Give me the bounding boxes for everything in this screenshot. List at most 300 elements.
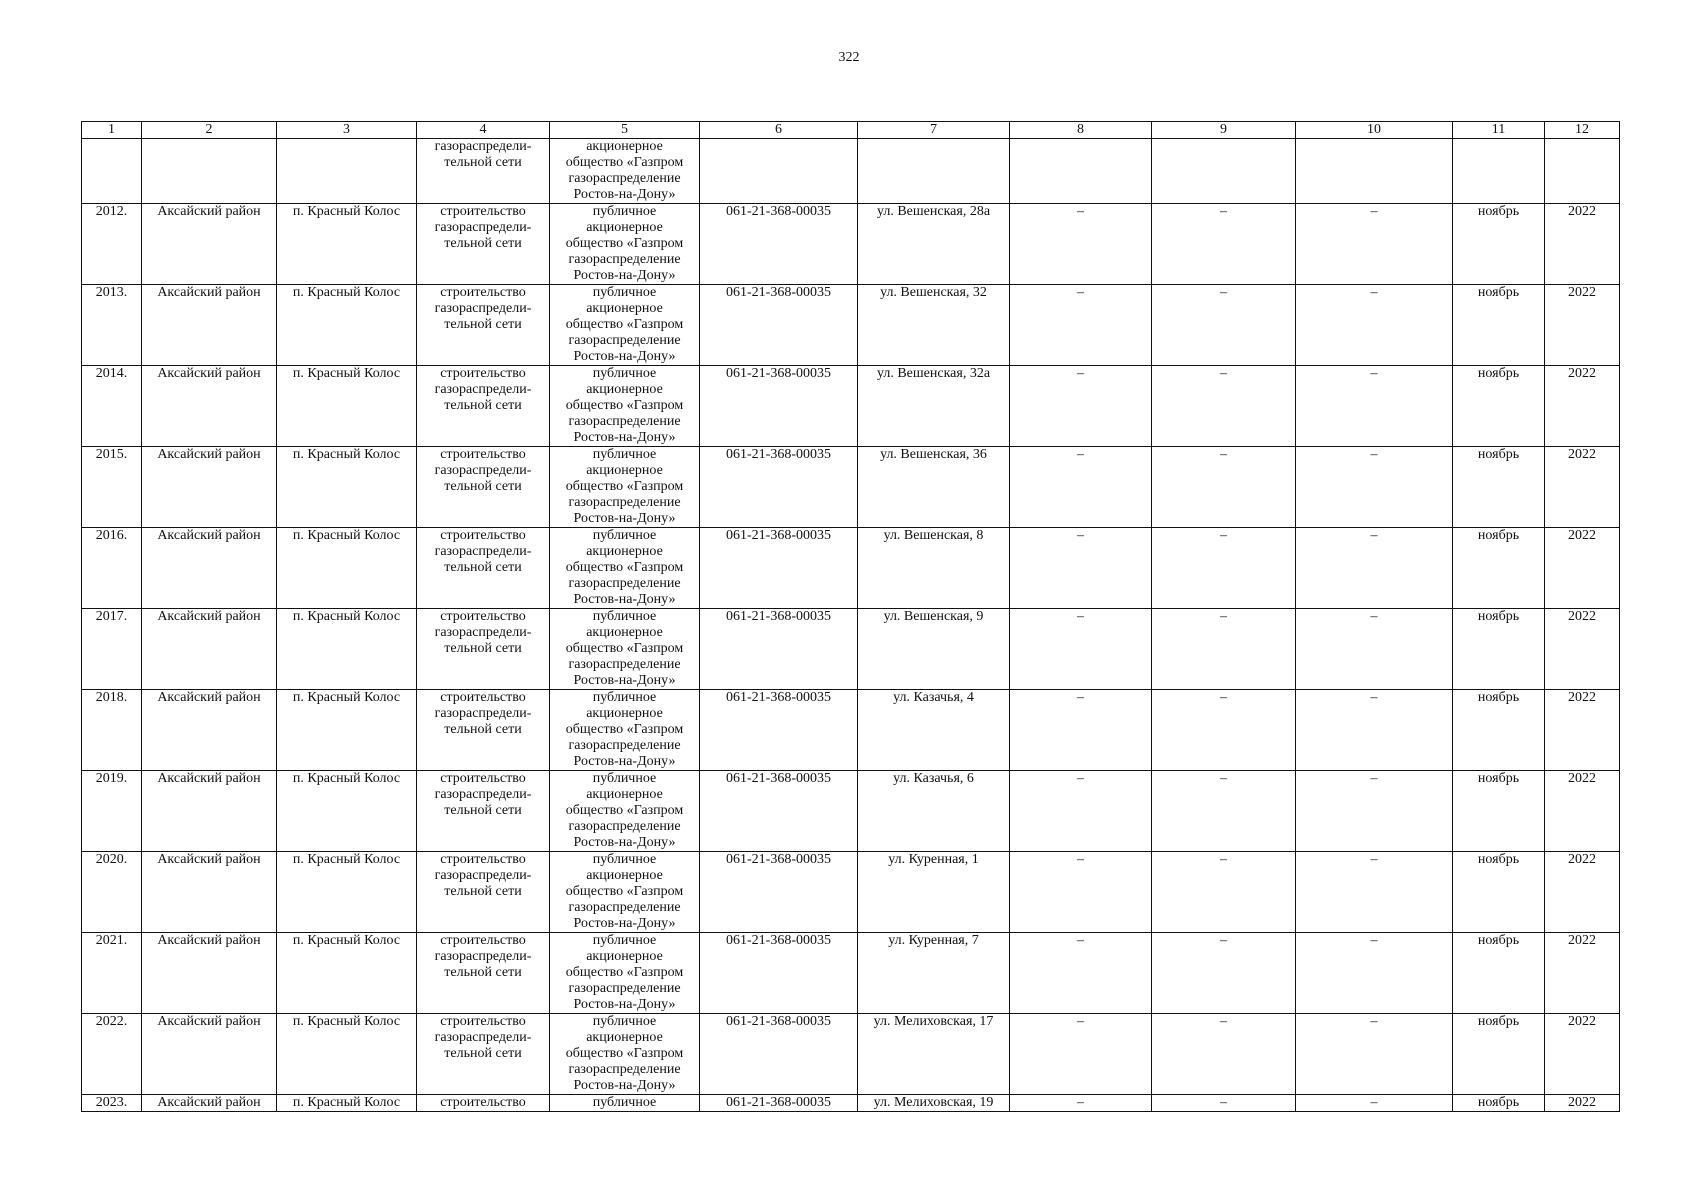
settlement-cell — [277, 690, 417, 771]
column-9-cell — [1152, 690, 1296, 771]
column-10-cell — [1296, 285, 1453, 366]
column-10-cell — [1296, 690, 1453, 771]
column-8-cell — [1010, 285, 1152, 366]
address-cell-text: ул. Куренная, 7 — [888, 933, 979, 948]
organization-cell — [550, 690, 700, 771]
organization-cell — [550, 366, 700, 447]
registry-code-cell-text: 061-21-368-00035 — [726, 285, 831, 300]
address-cell-text: ул. Вешенская, 9 — [883, 609, 984, 624]
column-header: 12 — [1545, 122, 1620, 139]
work-type-cell — [417, 139, 550, 204]
month-cell — [1453, 447, 1545, 528]
column-10-cell — [1296, 528, 1453, 609]
row-number-cell-text: 2012. — [95, 204, 128, 219]
settlement-cell-text: п. Красный Колос — [292, 204, 401, 219]
district-cell-text: Аксайский район — [157, 609, 261, 624]
row-number-cell — [82, 933, 142, 1014]
row-number-cell-text: 2013. — [95, 285, 128, 300]
month-cell — [1453, 609, 1545, 690]
header-row — [82, 122, 1620, 139]
year-cell-text: 2022 — [1568, 609, 1596, 624]
table-row — [82, 771, 1620, 852]
district-cell — [142, 690, 277, 771]
column-9-cell — [1152, 366, 1296, 447]
year-cell-text: 2022 — [1568, 528, 1596, 543]
column-9-cell — [1152, 447, 1296, 528]
address-cell — [858, 771, 1010, 852]
column-9-cell — [1152, 1014, 1296, 1095]
row-number-cell — [82, 852, 142, 933]
address-cell — [858, 609, 1010, 690]
organization-cell-text: публичное акционерное общество «Газпром газораспределение Ростов-на-Дону» — [565, 285, 684, 364]
month-cell — [1453, 204, 1545, 285]
work-type-cell-text: строительство газораспредели- тельной сети — [434, 690, 532, 737]
year-cell-text: 2022 — [1568, 285, 1596, 300]
district-cell-text: Аксайский район — [157, 690, 261, 705]
year-cell — [1545, 285, 1620, 366]
district-cell — [142, 933, 277, 1014]
organization-cell — [550, 933, 700, 1014]
address-cell-text: ул. Куренная, 1 — [888, 852, 979, 867]
column-8-cell — [1010, 690, 1152, 771]
settlement-cell — [277, 366, 417, 447]
work-type-cell — [417, 771, 550, 852]
district-cell-text: Аксайский район — [157, 1014, 261, 1029]
table-row — [82, 285, 1620, 366]
address-cell-text: ул. Вешенская, 32а — [876, 366, 991, 381]
settlement-cell — [277, 609, 417, 690]
settlement-cell — [277, 852, 417, 933]
column-8-cell-text: – — [1077, 1095, 1084, 1110]
district-cell — [142, 609, 277, 690]
registry-code-cell-text: 061-21-368-00035 — [726, 771, 831, 786]
column-10-cell — [1296, 933, 1453, 1014]
address-cell-text: ул. Вешенская, 36 — [880, 447, 987, 462]
registry-code-cell-text: 061-21-368-00035 — [726, 366, 831, 381]
settlement-cell-text: п. Красный Колос — [292, 528, 401, 543]
row-number-cell — [82, 139, 142, 204]
organization-cell — [550, 771, 700, 852]
column-8-cell — [1010, 139, 1152, 204]
year-cell-text: 2022 — [1568, 933, 1596, 948]
district-cell — [142, 1095, 277, 1112]
month-cell — [1453, 366, 1545, 447]
column-header: 10 — [1296, 122, 1453, 139]
column-10-cell-text: – — [1370, 528, 1378, 543]
row-number-cell-text: 2016. — [95, 528, 128, 543]
row-number-cell — [82, 1014, 142, 1095]
address-cell — [858, 1014, 1010, 1095]
registry-code-cell-text: 061-21-368-00035 — [726, 1095, 831, 1110]
table-row — [82, 690, 1620, 771]
table-row — [82, 204, 1620, 285]
column-9-cell-text: – — [1220, 1095, 1227, 1110]
work-type-cell-text: газораспредели- тельной сети — [434, 139, 532, 170]
column-8-cell — [1010, 1095, 1152, 1112]
column-9-cell — [1152, 852, 1296, 933]
row-number-cell — [82, 366, 142, 447]
column-10-cell — [1296, 852, 1453, 933]
column-header: 11 — [1453, 122, 1545, 139]
column-9-cell-text: – — [1220, 1014, 1227, 1029]
month-cell — [1453, 933, 1545, 1014]
column-8-cell — [1010, 609, 1152, 690]
registry-code-cell — [700, 1014, 858, 1095]
column-8-cell-text: – — [1077, 528, 1084, 543]
organization-cell-text: публичное акционерное общество «Газпром газораспределение Ростов-на-Дону» — [565, 1014, 684, 1093]
column-header: 9 — [1152, 122, 1296, 139]
month-cell — [1453, 285, 1545, 366]
row-number-cell — [82, 1095, 142, 1112]
organization-cell — [550, 1014, 700, 1095]
address-cell — [858, 1095, 1010, 1112]
registry-code-cell — [700, 447, 858, 528]
column-9-cell-text: – — [1220, 447, 1227, 462]
year-cell — [1545, 447, 1620, 528]
settlement-cell — [277, 1095, 417, 1112]
column-10-cell — [1296, 447, 1453, 528]
organization-cell — [550, 139, 700, 204]
settlement-cell-text: п. Красный Колос — [292, 1095, 401, 1110]
column-8-cell-text: – — [1077, 1014, 1084, 1029]
column-8-cell — [1010, 852, 1152, 933]
column-9-cell-text: – — [1220, 609, 1227, 624]
work-type-cell — [417, 690, 550, 771]
column-10-cell-text: – — [1370, 852, 1378, 867]
work-type-cell — [417, 447, 550, 528]
organization-cell — [550, 285, 700, 366]
row-number-cell-text: 2021. — [95, 933, 128, 948]
table-row — [82, 1095, 1620, 1112]
settlement-cell-text: п. Красный Колос — [292, 933, 401, 948]
registry-code-cell — [700, 852, 858, 933]
column-10-cell — [1296, 204, 1453, 285]
district-cell — [142, 1014, 277, 1095]
year-cell-text: 2022 — [1568, 1095, 1596, 1110]
registry-code-cell-text: 061-21-368-00035 — [726, 447, 831, 462]
district-cell — [142, 852, 277, 933]
year-cell — [1545, 204, 1620, 285]
registry-code-cell — [700, 139, 858, 204]
settlement-cell — [277, 771, 417, 852]
month-cell-text: ноябрь — [1477, 447, 1520, 462]
work-type-cell — [417, 366, 550, 447]
address-cell — [858, 852, 1010, 933]
district-cell — [142, 366, 277, 447]
column-10-cell-text: – — [1370, 447, 1378, 462]
column-9-cell-text: – — [1220, 933, 1227, 948]
district-cell — [142, 139, 277, 204]
column-8-cell-text: – — [1077, 933, 1084, 948]
year-cell — [1545, 771, 1620, 852]
organization-cell-text: публичное акционерное общество «Газпром газораспределение Ростов-на-Дону» — [565, 771, 684, 850]
month-cell — [1453, 852, 1545, 933]
row-number-cell-text: 2020. — [95, 852, 128, 867]
column-10-cell-text: – — [1370, 285, 1378, 300]
year-cell — [1545, 1095, 1620, 1112]
column-8-cell-text: – — [1077, 771, 1084, 786]
year-cell — [1545, 1014, 1620, 1095]
row-number-cell — [82, 609, 142, 690]
address-cell — [858, 447, 1010, 528]
organization-cell-text: публичное акционерное общество «Газпром газораспределение Ростов-на-Дону» — [565, 933, 684, 1012]
work-type-cell-text: строительство газораспредели- тельной сети — [434, 771, 532, 818]
column-10-cell — [1296, 609, 1453, 690]
column-9-cell-text: – — [1220, 204, 1227, 219]
column-9-cell — [1152, 771, 1296, 852]
column-header: 6 — [700, 122, 858, 139]
work-type-cell — [417, 1014, 550, 1095]
registry-code-cell-text: 061-21-368-00035 — [726, 528, 831, 543]
organization-cell-text: публичное акционерное общество «Газпром газораспределение Ростов-на-Дону» — [565, 366, 684, 445]
organization-cell-text: публичное акционерное общество «Газпром газораспределение Ростов-на-Дону» — [565, 852, 684, 931]
organization-cell-text: публичное акционерное общество «Газпром газораспределение Ростов-на-Дону» — [565, 690, 684, 769]
work-type-cell-text: строительство газораспредели- тельной сети — [434, 1014, 532, 1061]
row-number-cell — [82, 771, 142, 852]
column-8-cell-text: – — [1077, 852, 1084, 867]
address-cell — [858, 204, 1010, 285]
month-cell — [1453, 690, 1545, 771]
column-10-cell — [1296, 1014, 1453, 1095]
district-cell-text: Аксайский район — [157, 1095, 261, 1110]
year-cell — [1545, 139, 1620, 204]
settlement-cell — [277, 528, 417, 609]
column-9-cell-text: – — [1220, 690, 1227, 705]
column-header: 2 — [142, 122, 277, 139]
registry-code-cell-text: 061-21-368-00035 — [726, 204, 831, 219]
month-cell-text: ноябрь — [1477, 285, 1520, 300]
year-cell — [1545, 528, 1620, 609]
registry-code-cell — [700, 1095, 858, 1112]
organization-cell-text: публичное акционерное общество «Газпром газораспределение Ростов-на-Дону» — [565, 528, 684, 607]
column-header: 3 — [277, 122, 417, 139]
work-type-cell-text: строительство газораспредели- тельной сети — [434, 447, 532, 494]
row-number-cell — [82, 204, 142, 285]
column-8-cell-text: – — [1077, 447, 1084, 462]
district-cell — [142, 204, 277, 285]
address-cell — [858, 139, 1010, 204]
column-8-cell-text: – — [1077, 609, 1084, 624]
address-cell — [858, 933, 1010, 1014]
row-number-cell-text: 2015. — [95, 447, 128, 462]
column-9-cell-text: – — [1220, 366, 1227, 381]
work-type-cell-text: строительство — [440, 1095, 526, 1110]
organization-cell-text: публичное акционерное общество «Газпром газораспределение Ростов-на-Дону» — [565, 609, 684, 688]
month-cell-text: ноябрь — [1477, 528, 1520, 543]
column-9-cell — [1152, 285, 1296, 366]
work-type-cell — [417, 285, 550, 366]
table-row — [82, 933, 1620, 1014]
registry-code-cell — [700, 771, 858, 852]
month-cell-text: ноябрь — [1477, 366, 1520, 381]
column-9-cell-text: – — [1220, 771, 1227, 786]
settlement-cell-text: п. Красный Колос — [292, 852, 401, 867]
month-cell-text: ноябрь — [1477, 771, 1520, 786]
column-8-cell — [1010, 771, 1152, 852]
settlement-cell — [277, 204, 417, 285]
address-cell-text: ул. Вешенская, 8 — [883, 528, 984, 543]
organization-cell-text: публичное акционерное общество «Газпром газораспределение Ростов-на-Дону» — [565, 447, 684, 526]
column-9-cell — [1152, 609, 1296, 690]
column-8-cell — [1010, 1014, 1152, 1095]
address-cell-text: ул. Вешенская, 32 — [880, 285, 987, 300]
month-cell-text: ноябрь — [1477, 933, 1520, 948]
table-row — [82, 447, 1620, 528]
column-9-cell — [1152, 933, 1296, 1014]
registry-code-cell — [700, 285, 858, 366]
registry-code-cell — [700, 690, 858, 771]
column-10-cell — [1296, 771, 1453, 852]
month-cell-text: ноябрь — [1477, 690, 1520, 705]
data-table — [81, 121, 1620, 1112]
district-cell-text: Аксайский район — [157, 447, 261, 462]
month-cell-text: ноябрь — [1477, 609, 1520, 624]
district-cell-text: Аксайский район — [157, 528, 261, 543]
district-cell — [142, 528, 277, 609]
address-cell — [858, 690, 1010, 771]
organization-cell — [550, 528, 700, 609]
column-10-cell-text: – — [1370, 366, 1378, 381]
column-9-cell — [1152, 528, 1296, 609]
column-9-cell — [1152, 1095, 1296, 1112]
column-8-cell — [1010, 447, 1152, 528]
page-number: 322 — [838, 50, 860, 65]
table-row — [82, 609, 1620, 690]
year-cell-text: 2022 — [1568, 366, 1596, 381]
year-cell — [1545, 933, 1620, 1014]
column-10-cell — [1296, 1095, 1453, 1112]
column-8-cell-text: – — [1077, 366, 1084, 381]
month-cell — [1453, 528, 1545, 609]
row-number-cell-text: 2014. — [95, 366, 128, 381]
row-number-cell — [82, 528, 142, 609]
column-10-cell-text: – — [1370, 204, 1378, 219]
organization-cell-text: публичное — [592, 1095, 657, 1110]
year-cell-text: 2022 — [1568, 771, 1596, 786]
settlement-cell-text: п. Красный Колос — [292, 1014, 401, 1029]
organization-cell — [550, 1095, 700, 1112]
district-cell — [142, 285, 277, 366]
month-cell — [1453, 1014, 1545, 1095]
column-header: 7 — [858, 122, 1010, 139]
registry-code-cell — [700, 204, 858, 285]
work-type-cell-text: строительство газораспредели- тельной сети — [434, 933, 532, 980]
work-type-cell — [417, 204, 550, 285]
month-cell-text: ноябрь — [1477, 1095, 1520, 1110]
column-9-cell — [1152, 204, 1296, 285]
settlement-cell-text: п. Красный Колос — [292, 771, 401, 786]
work-type-cell — [417, 609, 550, 690]
work-type-cell-text: строительство газораспредели- тельной сети — [434, 204, 532, 251]
registry-code-cell — [700, 933, 858, 1014]
settlement-cell-text: п. Красный Колос — [292, 447, 401, 462]
year-cell-text: 2022 — [1568, 447, 1596, 462]
column-8-cell — [1010, 366, 1152, 447]
year-cell — [1545, 366, 1620, 447]
year-cell — [1545, 690, 1620, 771]
column-header: 4 — [417, 122, 550, 139]
district-cell — [142, 447, 277, 528]
row-number-cell-text: 2018. — [95, 690, 128, 705]
column-8-cell — [1010, 933, 1152, 1014]
table-row — [82, 139, 1620, 204]
column-9-cell-text: – — [1220, 285, 1227, 300]
settlement-cell — [277, 1014, 417, 1095]
column-header: 1 — [82, 122, 142, 139]
district-cell-text: Аксайский район — [157, 771, 261, 786]
registry-code-cell-text: 061-21-368-00035 — [726, 1014, 831, 1029]
month-cell — [1453, 771, 1545, 852]
row-number-cell-text: 2017. — [95, 609, 128, 624]
month-cell-text: ноябрь — [1477, 852, 1520, 867]
organization-cell — [550, 852, 700, 933]
row-number-cell — [82, 690, 142, 771]
table-row — [82, 366, 1620, 447]
row-number-cell — [82, 447, 142, 528]
work-type-cell — [417, 1095, 550, 1112]
registry-code-cell-text: 061-21-368-00035 — [726, 690, 831, 705]
row-number-cell-text: 2019. — [95, 771, 128, 786]
table-row — [82, 528, 1620, 609]
column-8-cell-text: – — [1077, 204, 1084, 219]
work-type-cell-text: строительство газораспредели- тельной сети — [434, 366, 532, 413]
column-10-cell-text: – — [1370, 609, 1378, 624]
table-body — [82, 139, 1620, 1112]
address-cell — [858, 528, 1010, 609]
column-10-cell-text: – — [1370, 771, 1378, 786]
year-cell-text: 2022 — [1568, 204, 1596, 219]
column-8-cell-text: – — [1077, 285, 1084, 300]
work-type-cell — [417, 852, 550, 933]
registry-code-cell — [700, 528, 858, 609]
column-10-cell — [1296, 366, 1453, 447]
year-cell-text: 2022 — [1568, 690, 1596, 705]
column-8-cell — [1010, 204, 1152, 285]
work-type-cell-text: строительство газораспредели- тельной сети — [434, 285, 532, 332]
settlement-cell-text: п. Красный Колос — [292, 690, 401, 705]
address-cell-text: ул. Вешенская, 28а — [876, 204, 991, 219]
address-cell-text: ул. Мелиховская, 17 — [873, 1014, 994, 1029]
settlement-cell — [277, 139, 417, 204]
district-cell-text: Аксайский район — [157, 204, 261, 219]
table-row — [82, 1014, 1620, 1095]
table-header — [82, 122, 1620, 139]
settlement-cell-text: п. Красный Колос — [292, 285, 401, 300]
month-cell-text: ноябрь — [1477, 1014, 1520, 1029]
registry-code-cell-text: 061-21-368-00035 — [726, 933, 831, 948]
column-9-cell-text: – — [1220, 528, 1227, 543]
year-cell — [1545, 852, 1620, 933]
organization-cell — [550, 447, 700, 528]
column-8-cell — [1010, 528, 1152, 609]
registry-code-cell-text: 061-21-368-00035 — [726, 609, 831, 624]
column-10-cell-text: – — [1370, 690, 1378, 705]
work-type-cell-text: строительство газораспредели- тельной сети — [434, 609, 532, 656]
column-10-cell — [1296, 139, 1453, 204]
settlement-cell-text: п. Красный Колос — [292, 366, 401, 381]
district-cell-text: Аксайский район — [157, 852, 261, 867]
column-header: 8 — [1010, 122, 1152, 139]
registry-code-cell-text: 061-21-368-00035 — [726, 852, 831, 867]
settlement-cell — [277, 933, 417, 1014]
organization-cell-text: акционерное общество «Газпром газораспределение Ростов-на-Дону» — [565, 139, 684, 202]
settlement-cell — [277, 447, 417, 528]
year-cell-text: 2022 — [1568, 852, 1596, 867]
year-cell — [1545, 609, 1620, 690]
month-cell — [1453, 1095, 1545, 1112]
work-type-cell-text: строительство газораспредели- тельной сети — [434, 528, 532, 575]
column-10-cell-text: – — [1370, 933, 1378, 948]
